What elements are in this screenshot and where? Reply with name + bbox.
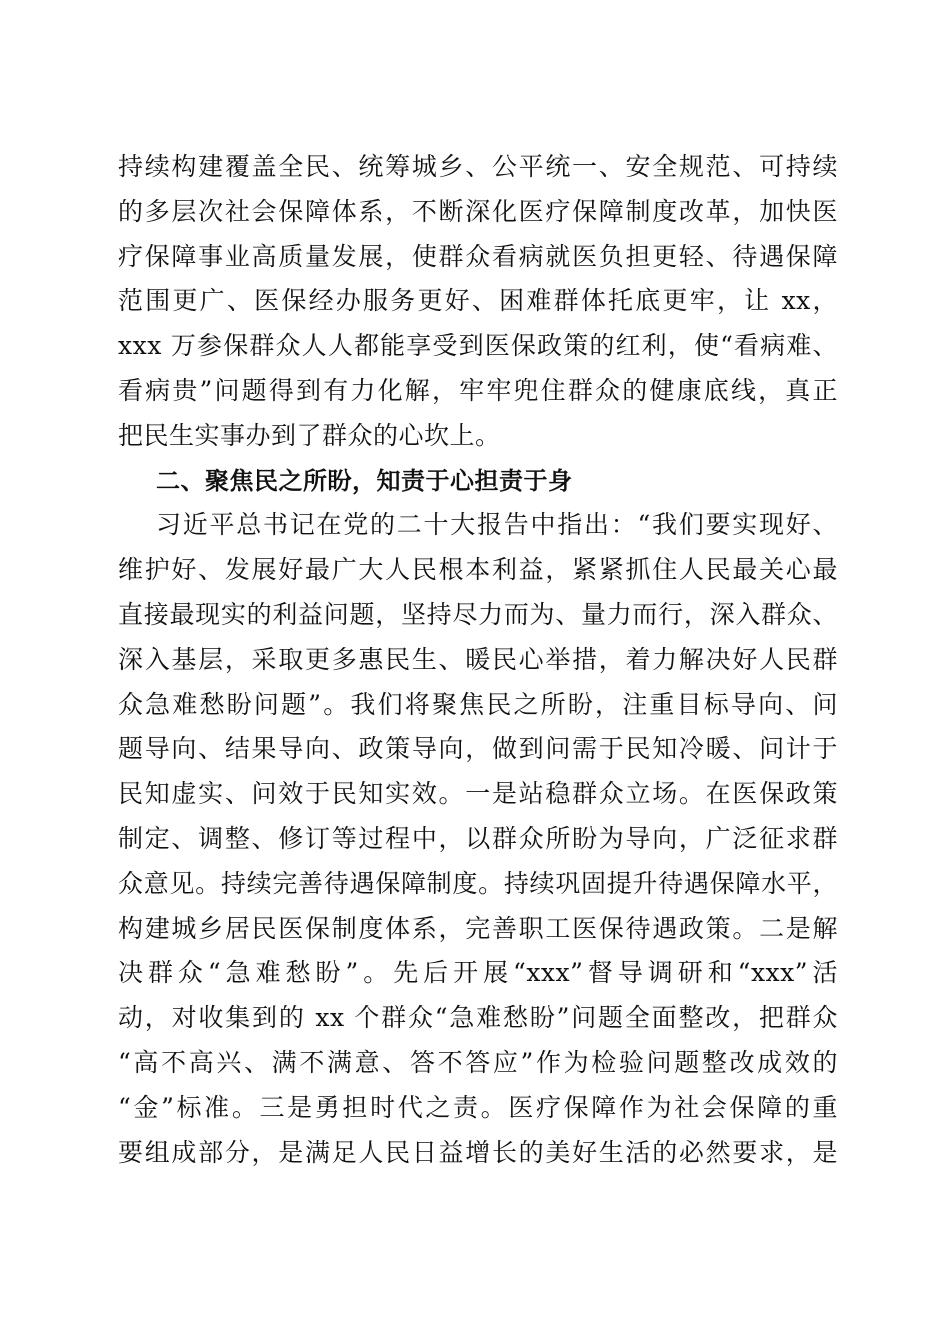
paragraph-line: xxx 万参保群众人人都能享受到医保政策的红利，使“看病难、 (118, 331, 838, 361)
paragraph-2 (118, 503, 838, 1175)
paragraph-line: 众意见。持续完善待遇保障制度。持续巩固提升待遇保障水平， (118, 868, 838, 898)
paragraph-line: 范围更广、医保经办服务更好、困难群体托底更牢，让 xx， (118, 286, 838, 316)
paragraph-line: 把民生实事办到了群众的心坎上。 (118, 420, 501, 450)
document-body (118, 145, 838, 1175)
section-heading: 二、聚焦民之所盼，知责于心担责于身 (156, 466, 573, 495)
paragraph-line: 持续构建覆盖全民、统筹城乡、公平统一、安全规范、可持续 (118, 152, 838, 181)
paragraph-line: 构建城乡居民医保制度体系，完善职工医保待遇政策。二是解 (118, 913, 838, 943)
paragraph-line: “金”标准。三是勇担时代之责。医疗保障作为社会保障的重 (118, 1092, 838, 1122)
paragraph-line: 民知虚实、问效于民知实效。一是站稳群众立场。在医保政策 (118, 779, 838, 809)
paragraph-line: 制定、调整、修订等过程中，以群众所盼为导向，广泛征求群 (118, 823, 838, 853)
paragraph-line: 习近平总书记在党的二十大报告中指出：“我们要实现好、 (156, 510, 838, 540)
paragraph-line: 深入基层，采取更多惠民生、暖民心举措，着力解决好人民群 (118, 644, 838, 674)
paragraph-line: 疗保障事业高质量发展，使群众看病就医负担更轻、待遇保障 (118, 241, 838, 271)
paragraph-line: 直接最现实的利益问题，坚持尽力而为、量力而行，深入群众、 (118, 599, 838, 629)
paragraph-line: 题导向、结果导向、政策导向，做到问需于民知冷暖、问计于 (118, 734, 838, 764)
paragraph-1 (118, 145, 838, 459)
paragraph-line: 众急难愁盼问题”。我们将聚焦民之所盼，注重目标导向、问 (118, 689, 838, 719)
paragraph-line: “高不高兴、满不满意、答不答应”作为检验问题整改成效的 (118, 1047, 838, 1077)
paragraph-line: 要组成部分，是满足人民日益增长的美好生活的必然要求，是 (118, 1137, 838, 1167)
paragraph-line: 的多层次社会保障体系，不断深化医疗保障制度改革，加快医 (118, 196, 838, 226)
paragraph-line: 维护好、发展好最广大人民根本利益，紧紧抓住人民最关心最 (118, 555, 838, 585)
paragraph-line: 决群众“急难愁盼”。先后开展“xxx”督导调研和“xxx”活 (118, 958, 838, 988)
paragraph-line: 看病贵”问题得到有力化解，牢牢兜住群众的健康底线，真正 (118, 375, 838, 405)
paragraph-line: 动，对收集到的 xx 个群众“急难愁盼”问题全面整改，把群众 (118, 1003, 838, 1033)
